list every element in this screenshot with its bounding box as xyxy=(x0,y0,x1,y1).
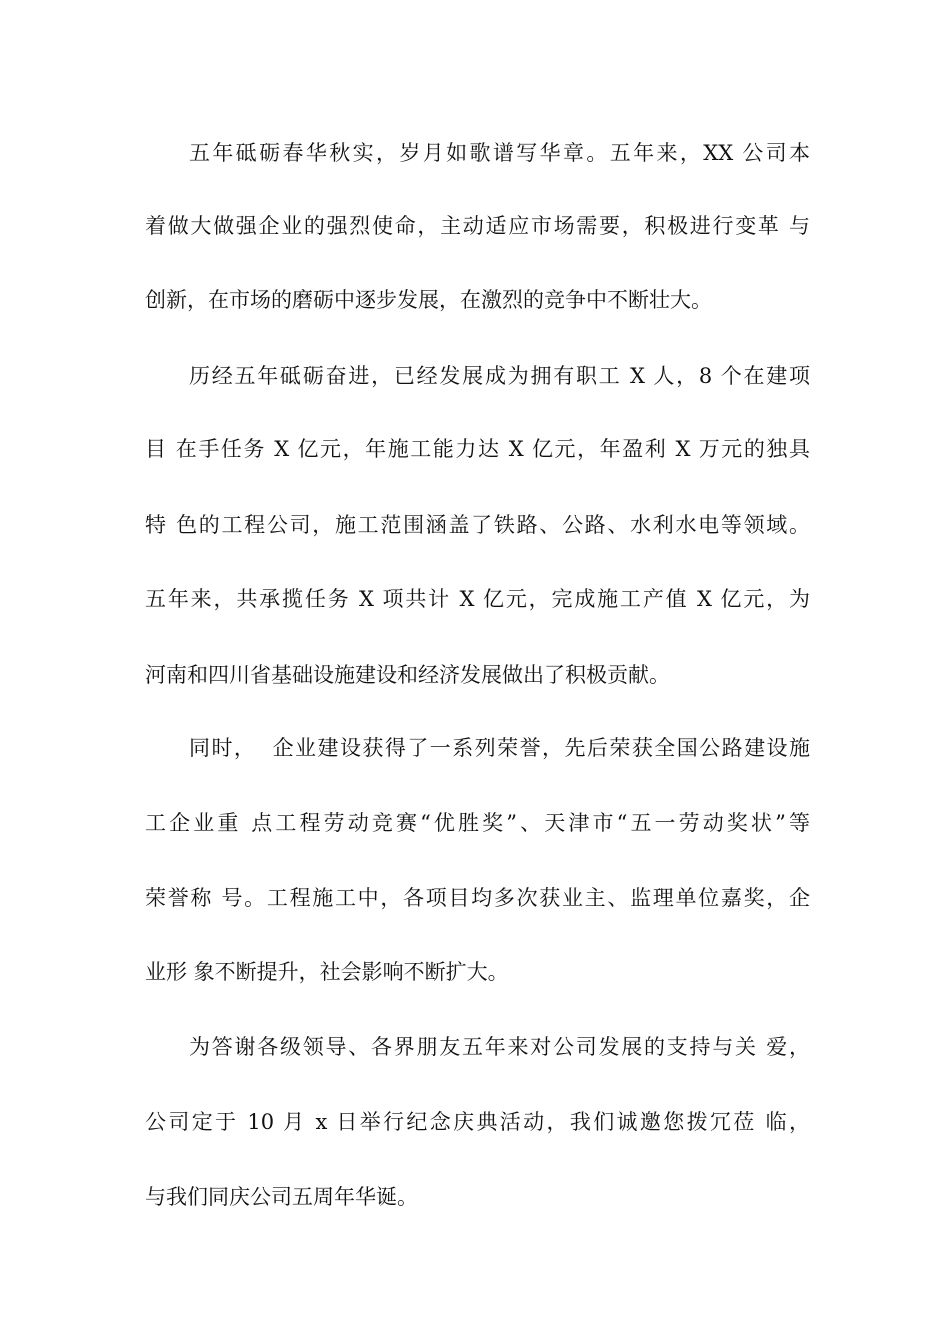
paragraph-2-line-2: 目 在手任务 X 亿元，年施工能力达 X 亿元，年盈利 X 万元的独具 xyxy=(145,437,810,461)
paragraph-4-line-3: 与我们同庆公司五周年华诞。 xyxy=(145,1185,418,1209)
paragraph-1-line-2: 着做大做强企业的强烈使命，主动适应市场需要，积极进行变革 与 xyxy=(145,214,810,238)
paragraph-4-line-2: 公司定于 10 月 x 日举行纪念庆典活动，我们诚邀您拨冗莅 临， xyxy=(145,1110,810,1134)
paragraph-3-line-2: 工企业重 点工程劳动竞赛“优胜奖”、天津市“五一劳动奖状”等 xyxy=(145,811,810,835)
paragraph-3-line-3: 荣誉称 号。工程施工中，各项目均多次获业主、监理单位嘉奖，企 xyxy=(145,886,810,910)
paragraph-2-line-4: 五年来，共承揽任务 X 项共计 X 亿元，完成施工产值 X 亿元，为 xyxy=(145,587,810,611)
paragraph-1-line-3: 创新，在市场的磨砺中逐步发展，在激烈的竞争中不断壮大。 xyxy=(145,288,712,312)
paragraph-1-line-1: 五年砥砺春华秋实，岁月如歌谱写华章。五年来，XX 公司本 xyxy=(189,141,810,165)
paragraph-3-line-4: 业形 象不断提升，社会影响不断扩大。 xyxy=(145,960,509,984)
paragraph-4-line-1: 为答谢各级领导、各界朋友五年来对公司发展的支持与关 爱， xyxy=(189,1035,810,1059)
paragraph-2-line-5: 河南和四川省基础设施建设和经济发展做出了积极贡献。 xyxy=(145,663,670,687)
paragraph-2-line-1: 历经五年砥砺奋进，已经发展成为拥有职工 X 人，8 个在建项 xyxy=(189,364,810,388)
paragraph-3-line-1: 同时， 企业建设获得了一系列荣誉，先后荣获全国公路建设施 xyxy=(189,736,810,760)
paragraph-2-line-3: 特 色的工程公司，施工范围涵盖了铁路、公路、水利水电等领域。 xyxy=(145,513,810,537)
